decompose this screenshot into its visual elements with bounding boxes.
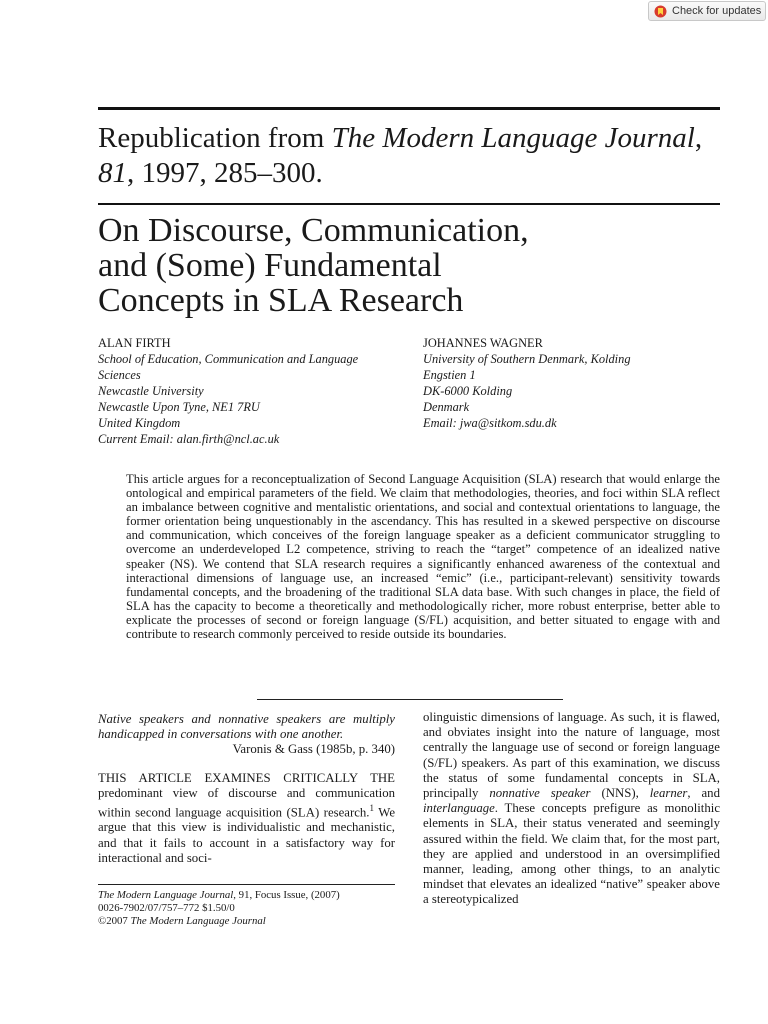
header-top-rule <box>98 107 720 110</box>
lead-in-caps: THIS ARTICLE EXAMINES CRITICALLY THE <box>98 770 395 785</box>
copyright-journal: The Modern Language Journal <box>130 915 266 928</box>
term-nonnative-speaker: nonnative speaker <box>489 786 591 801</box>
author-name: ALAN FIRTH <box>98 336 171 350</box>
crossmark-icon <box>654 5 667 18</box>
epigraph-quote: Native speakers and nonnative speakers are multiply handicapped in conversations with one another. <box>98 712 395 742</box>
body-text: predominant view of discourse and communication within second language acquisition (SLA) research. <box>98 785 395 820</box>
affiliation-line: DK-6000 Kolding <box>423 384 513 398</box>
check-for-updates-button[interactable] <box>648 1 766 21</box>
journal-footer <box>98 884 395 929</box>
republication-journal: The Modern Language Journal <box>331 122 695 154</box>
check-for-updates-label: Check for updates <box>672 5 762 17</box>
title-line-3: Concepts in SLA Research <box>98 282 464 319</box>
epigraph-source: Varonis & Gass (1985b, p. 340) <box>232 742 395 757</box>
footer-journal-line <box>98 889 395 902</box>
footer-issue: , 91, Focus Issue, (2007) <box>233 889 340 901</box>
header-bottom-rule <box>98 203 720 205</box>
footer-issn-price: 0026-7902/07/757–772 $1.50/0 <box>98 902 235 915</box>
body-text: (NNS), <box>590 786 650 801</box>
body-text: We argue that this view is individualistic and mechanistic, and that it fails to account in a satisfactory way for interactional and soci- <box>98 805 395 865</box>
republication-volume: 81 <box>98 157 127 189</box>
title-line-2: and (Some) Fundamental <box>98 247 442 284</box>
affiliation-line: Denmark <box>423 400 470 414</box>
body-paragraph-opening <box>98 771 395 866</box>
body-paragraph-continued <box>423 710 720 908</box>
author-block-firth <box>98 335 403 447</box>
body-text: . These concepts prefigure as monolithic elements in SLA, their status venerated and seemingly assured within the field. We claim that, for the most part, they are applied and understood in an oversimplified manner, leading, among other things, to an analytic mindset that elevates an idealized “native” speaker above a stereotypicalized <box>423 801 720 907</box>
abstract-divider <box>257 699 563 700</box>
abstract: This article argues for a reconceptualization of Second Language Acquisition (SLA) research that would enlarge the ontological and empirical parameters of the field. We claim that methodologies, theories, and foci within SLA reflect an imbalance between cognitive and mentalistic orientations, and social and contextual orientations to language, the former orientation being unquestionably in the ascendancy. This has resulted in a skewed perspective on discourse and communication, which conceives of the foreign language speaker as a deficient communicator struggling to overcome an underdeveloped L2 competence, striving to reach the “target” competence of an idealized native speaker (NS). We contend that SLA research requires a significantly enhanced awareness of the contextual and interactional dimensions of language use, an increased “emic” (i.e., participant-relevant) sensitivity towards fundamental concepts, and the broadening of the traditional SLA data base. With such changes in place, the field of SLA has the capacity to become a theoretically and methodologically richer, more robust enterprise, better able to explicate the processes of second or foreign language (S/FL) acquisition, and better situated to engage with and contribute to research commonly perceived to reside outside its boundaries. <box>126 472 720 642</box>
body-column-left <box>98 712 395 866</box>
affiliation-line: University of Southern Denmark, Kolding <box>423 352 631 366</box>
footer-copyright <box>98 915 395 928</box>
term-interlanguage: interlanguage <box>423 801 495 816</box>
republication-prefix: Republication from <box>98 122 332 154</box>
footnote-marker[interactable]: 1 <box>369 803 375 814</box>
author-email: Current Email: alan.firth@ncl.ac.uk <box>98 432 280 446</box>
term-learner: learner <box>649 786 688 801</box>
author-block-wagner <box>423 335 723 431</box>
affiliation-line: Newcastle Upon Tyne, NE1 7RU <box>98 400 260 414</box>
author-name: JOHANNES WAGNER <box>423 336 543 350</box>
author-email: Email: jwa@sitkom.sdu.dk <box>423 416 557 430</box>
body-column-right <box>423 710 720 908</box>
title-line-1: On Discourse, Communication, <box>98 212 529 249</box>
article-title <box>98 213 728 318</box>
body-text: olinguistic dimensions of language. As such, it is flawed, and obviates insight into the nature of language, most centrally the language use of second or foreign language (S/FL) speakers. As part of this examination, we discuss the status of some fundamental concepts in SLA, principally <box>423 710 720 801</box>
affiliation-line: School of Education, Communication and Language <box>98 352 359 366</box>
affiliation-line: Newcastle University <box>98 384 204 398</box>
republication-year-pages: , 1997, 285–300. <box>127 157 323 189</box>
affiliation-line: Sciences <box>98 368 141 382</box>
copyright-prefix: ©2007 <box>98 915 131 928</box>
affiliation-line: Engstien 1 <box>423 368 476 382</box>
footer-journal-name: The Modern Language Journal <box>98 889 234 901</box>
affiliation-line: United Kingdom <box>98 416 181 430</box>
body-text: , and <box>687 786 720 801</box>
republication-note: Republication from The Modern Language Journal, 81, 1997, 285–300. <box>98 122 703 189</box>
